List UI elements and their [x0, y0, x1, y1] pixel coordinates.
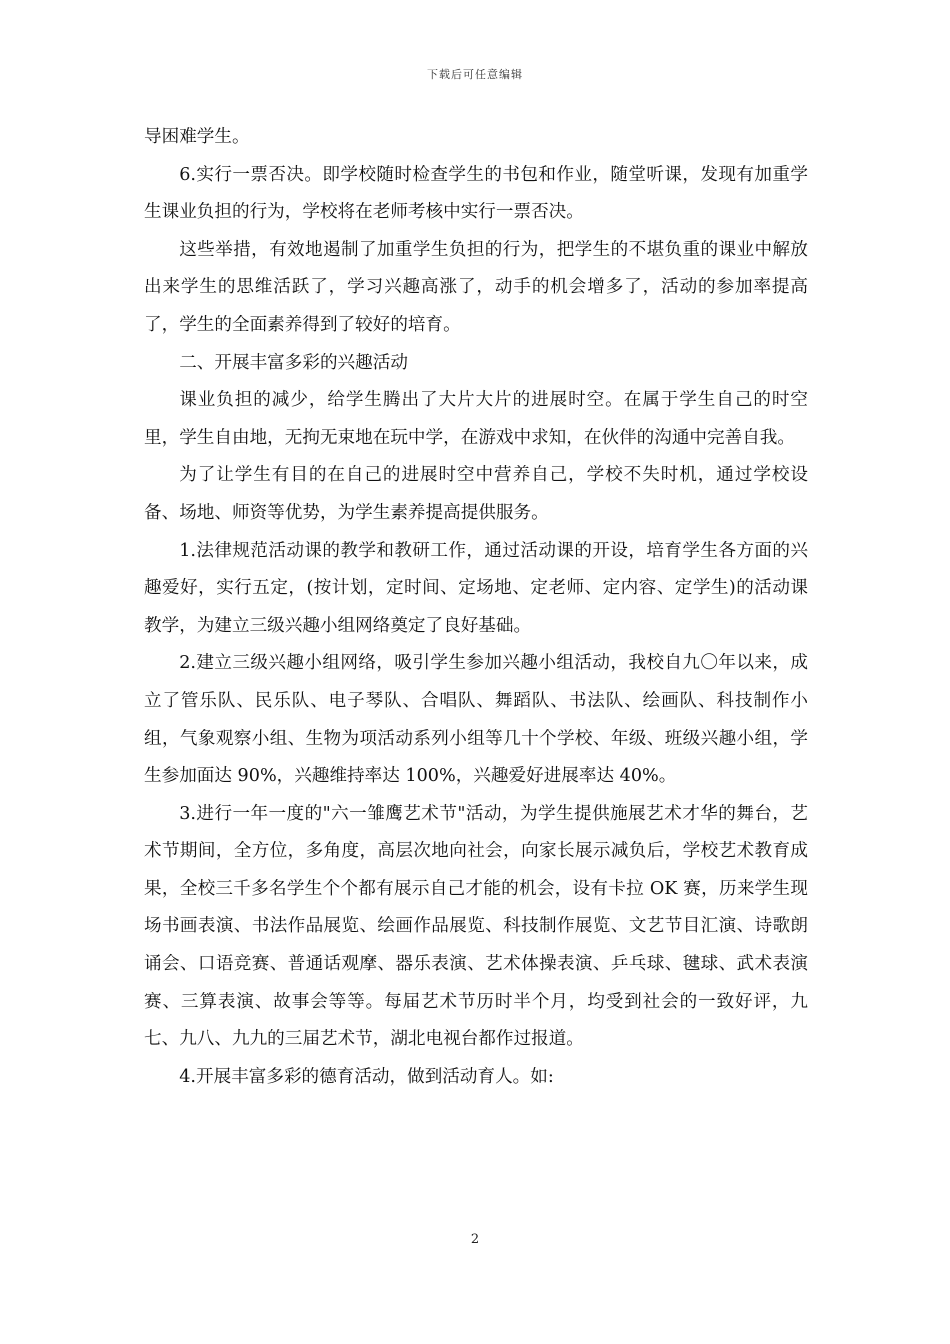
paragraph-item-4: 4.开展丰富多彩的德育活动，做到活动育人。如: [179, 1066, 554, 1087]
paragraph-intro: 课业负担的减少，给学生腾出了大片大片的进展时空。在属于学生自己的时空里，学生自由地，无拘无束地在玩中学，在游戏中求知，在伙伴的沟通中完善自我。 [144, 390, 808, 448]
paragraph-summary: 这些举措，有效地遏制了加重学生负担的行为，把学生的不堪负重的课业中解放出来学生的思维活跃了，学习兴趣高涨了，动手的机会增多了，活动的参加率提高了，学生的全面素养得到了较好的培育。 [144, 239, 808, 335]
paragraph-item-6: 6.实行一票否决。即学校随时检查学生的书包和作业，随堂听课，发现有加重学生课业负担的行为，学校将在老师考核中实行一票否决。 [144, 164, 808, 223]
page-number: 2 [470, 1232, 480, 1247]
paragraph-item-3: 3.进行一年一度的"六一雏鹰艺术节"活动，为学生提供施展艺术才华的舞台，艺术节期间，全方位，多角度，高层次地向社会，向家长展示减负后，学校艺术教育成果，全校三千多名学生个个都有展示自己才能的机会，设有卡拉 OK 赛，历来学生现场书画表演、书法作品展览、绘画作品展览、科技制作展览、文艺节目汇演、诗歌朗诵会、口语竞赛、普通话观摩、器乐表演、艺术体操表演、乒乓球、毽球、武术表演赛、三算表演、故事会等等。每届艺术节历时半个月，均受到社会的一致好评，九七、九八、九九的三届艺术节，湖北电视台都作过报道。 [144, 803, 808, 1050]
paragraph-continuation: 导困难学生。 [144, 127, 250, 147]
section-heading: 二、开展丰富多彩的兴趣活动 [179, 352, 408, 373]
page-header: 下载后可任意编辑 [427, 68, 523, 81]
document-body [144, 119, 808, 1096]
paragraph-purpose: 为了让学生有目的在自己的进展时空中营养自己，学校不失时机，通过学校设备、场地、师资等优势，为学生素养提高提供服务。 [144, 465, 808, 523]
paragraph-item-1: 1.法律规范活动课的教学和教研工作，通过活动课的开设，培育学生各方面的兴趣爱好，实行五定，(按计划，定时间、定场地、定老师、定内容、定学生)的活动课教学，为建立三级兴趣小组网络奠定了良好基础。 [144, 540, 808, 636]
paragraph-item-2: 2.建立三级兴趣小组网络，吸引学生参加兴趣小组活动，我校自九〇年以来，成立了管乐队、民乐队、电子琴队、合唱队、舞蹈队、书法队、绘画队、科技制作小组，气象观察小组、生物为项活动系列小组等几十个学校、年级、班级兴趣小组，学生参加面达 90%，兴趣维持率达 100%，兴趣爱好进展率达 40%。 [144, 653, 808, 787]
